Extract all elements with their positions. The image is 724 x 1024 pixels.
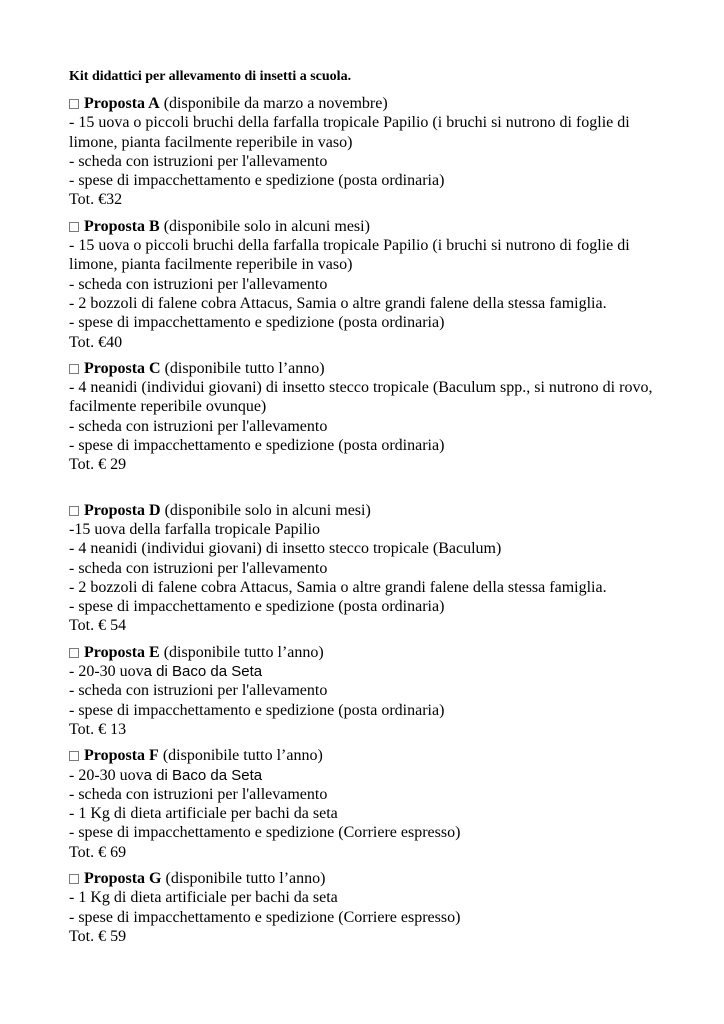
offer-a-checkbox[interactable] (69, 99, 79, 109)
offer-c-line-2: - scheda con istruzioni per l'allevamento (69, 417, 328, 435)
offer-a (69, 94, 669, 210)
offer-c-header (69, 359, 669, 378)
offer-e-header (69, 643, 669, 662)
offer-d-line-3: - scheda con istruzioni per l'allevamento (69, 559, 328, 577)
offer-f-availability: (disponibile tutto l’anno) (162, 747, 323, 765)
offer-a-total: Tot. €32 (69, 191, 123, 209)
offer-g-checkbox[interactable] (69, 874, 79, 884)
offer-e-silk-line (69, 662, 669, 681)
offer-f-checkbox[interactable] (69, 751, 79, 761)
offer-f (69, 746, 669, 862)
offer-e-total: Tot. € 13 (69, 720, 127, 738)
offer-c (69, 359, 669, 475)
offer-a-line-1: - 15 uova o piccoli bruchi della farfalla tropicale Papilio (i bruchi si nutrono di foglie di limone, pianta facilmente reperibile in vaso) (69, 114, 630, 151)
document-title: Kit didattici per allevamento di insetti a scuola. (69, 69, 352, 84)
offer-f-silk-line-end: a di Baco da Seta (143, 766, 263, 784)
offer-d-line-2: - 4 neanidi (individui giovani) di insetto stecco tropicale (Baculum) (69, 540, 502, 558)
offer-a-header (69, 94, 669, 113)
offer-b-availability: (disponibile solo in alcuni mesi) (163, 217, 370, 235)
offer-b-line-4: - spese di impacchettamento e spedizione (posta ordinaria) (69, 314, 445, 332)
offer-f-header (69, 746, 669, 765)
offer-g (69, 869, 669, 946)
offer-f-line-2: - 1 Kg di dieta artificiale per bachi da seta (69, 805, 338, 823)
offer-e-checkbox[interactable] (69, 648, 79, 658)
offer-g-line-1: - 1 Kg di dieta artificiale per bachi da seta (69, 889, 338, 907)
offer-d-checkbox[interactable] (69, 506, 79, 516)
offer-a-line-3: - spese di impacchettamento e spedizione (posta ordinaria) (69, 172, 445, 190)
offer-c-checkbox[interactable] (69, 364, 79, 374)
offer-d-line-1: -15 uova della farfalla tropicale Papilio (69, 520, 321, 538)
offer-b-total: Tot. €40 (69, 333, 123, 351)
offer-d-line-4: - 2 bozzoli di falene cobra Attacus, Samia o altre grandi falene della stessa famiglia. (69, 578, 607, 596)
offer-b (69, 217, 669, 352)
offer-b-name: Proposta B (84, 217, 160, 235)
offer-f-total: Tot. € 69 (69, 843, 127, 861)
offer-b-line-3: - 2 bozzoli di falene cobra Attacus, Samia o altre grandi falene della stessa famiglia. (69, 294, 607, 312)
offer-f-line-3: - spese di impacchettamento e spedizione (Corriere espresso) (69, 824, 461, 842)
offer-c-name: Proposta C (84, 359, 161, 377)
offer-d (69, 501, 669, 636)
offer-e-line-2: - spese di impacchettamento e spedizione (posta ordinaria) (69, 701, 445, 719)
offer-d-line-5: - spese di impacchettamento e spedizione (posta ordinaria) (69, 598, 445, 616)
offer-g-line-2: - spese di impacchettamento e spedizione (Corriere espresso) (69, 908, 461, 926)
offer-g-total: Tot. € 59 (69, 927, 127, 945)
offer-e-silk-line-start: - 20-30 uov (69, 663, 144, 681)
offer-f-silk-line-start: - 20-30 uov (69, 766, 144, 784)
offer-c-total: Tot. € 29 (69, 456, 127, 474)
offer-g-header (69, 869, 669, 888)
offer-e-line-1: - scheda con istruzioni per l'allevamento (69, 682, 328, 700)
offer-c-line-3: - spese di impacchettamento e spedizione (posta ordinaria) (69, 437, 445, 455)
offer-f-silk-line (69, 766, 669, 785)
offer-d-header (69, 501, 669, 520)
offer-b-checkbox[interactable] (69, 222, 79, 232)
offer-a-availability: (disponibile da marzo a novembre) (163, 95, 388, 112)
offer-a-name: Proposta A (84, 95, 160, 112)
offer-g-name: Proposta G (84, 869, 162, 887)
offer-d-name: Proposta D (84, 501, 161, 519)
offer-e (69, 643, 669, 739)
offer-d-total: Tot. € 54 (69, 617, 127, 635)
offer-f-line-1: - scheda con istruzioni per l'allevamento (69, 785, 328, 803)
offer-c-availability: (disponibile tutto l’anno) (164, 359, 325, 377)
offer-b-line-2: - scheda con istruzioni per l'allevamento (69, 275, 328, 293)
offer-e-silk-line-end: a di Baco da Seta (143, 663, 263, 681)
offer-g-availability: (disponibile tutto l’anno) (165, 869, 326, 887)
document-page (69, 68, 669, 953)
offer-d-availability: (disponibile solo in alcuni mesi) (164, 501, 371, 519)
offer-c-line-1: - 4 neanidi (individui giovani) di insetto stecco tropicale (Baculum spp., si nutrono di rovo, facilmente reperibile ovunque) (69, 379, 653, 416)
offer-f-name: Proposta F (84, 747, 159, 765)
offer-a-line-2: - scheda con istruzioni per l'allevamento (69, 152, 328, 170)
offer-b-line-1: - 15 uova o piccoli bruchi della farfalla tropicale Papilio (i bruchi si nutrono di foglie di limone, pianta facilmente reperibile in vaso) (69, 237, 630, 274)
offer-b-header (69, 217, 669, 236)
offer-e-availability: (disponibile tutto l’anno) (163, 643, 324, 661)
offer-e-name: Proposta E (84, 643, 160, 661)
